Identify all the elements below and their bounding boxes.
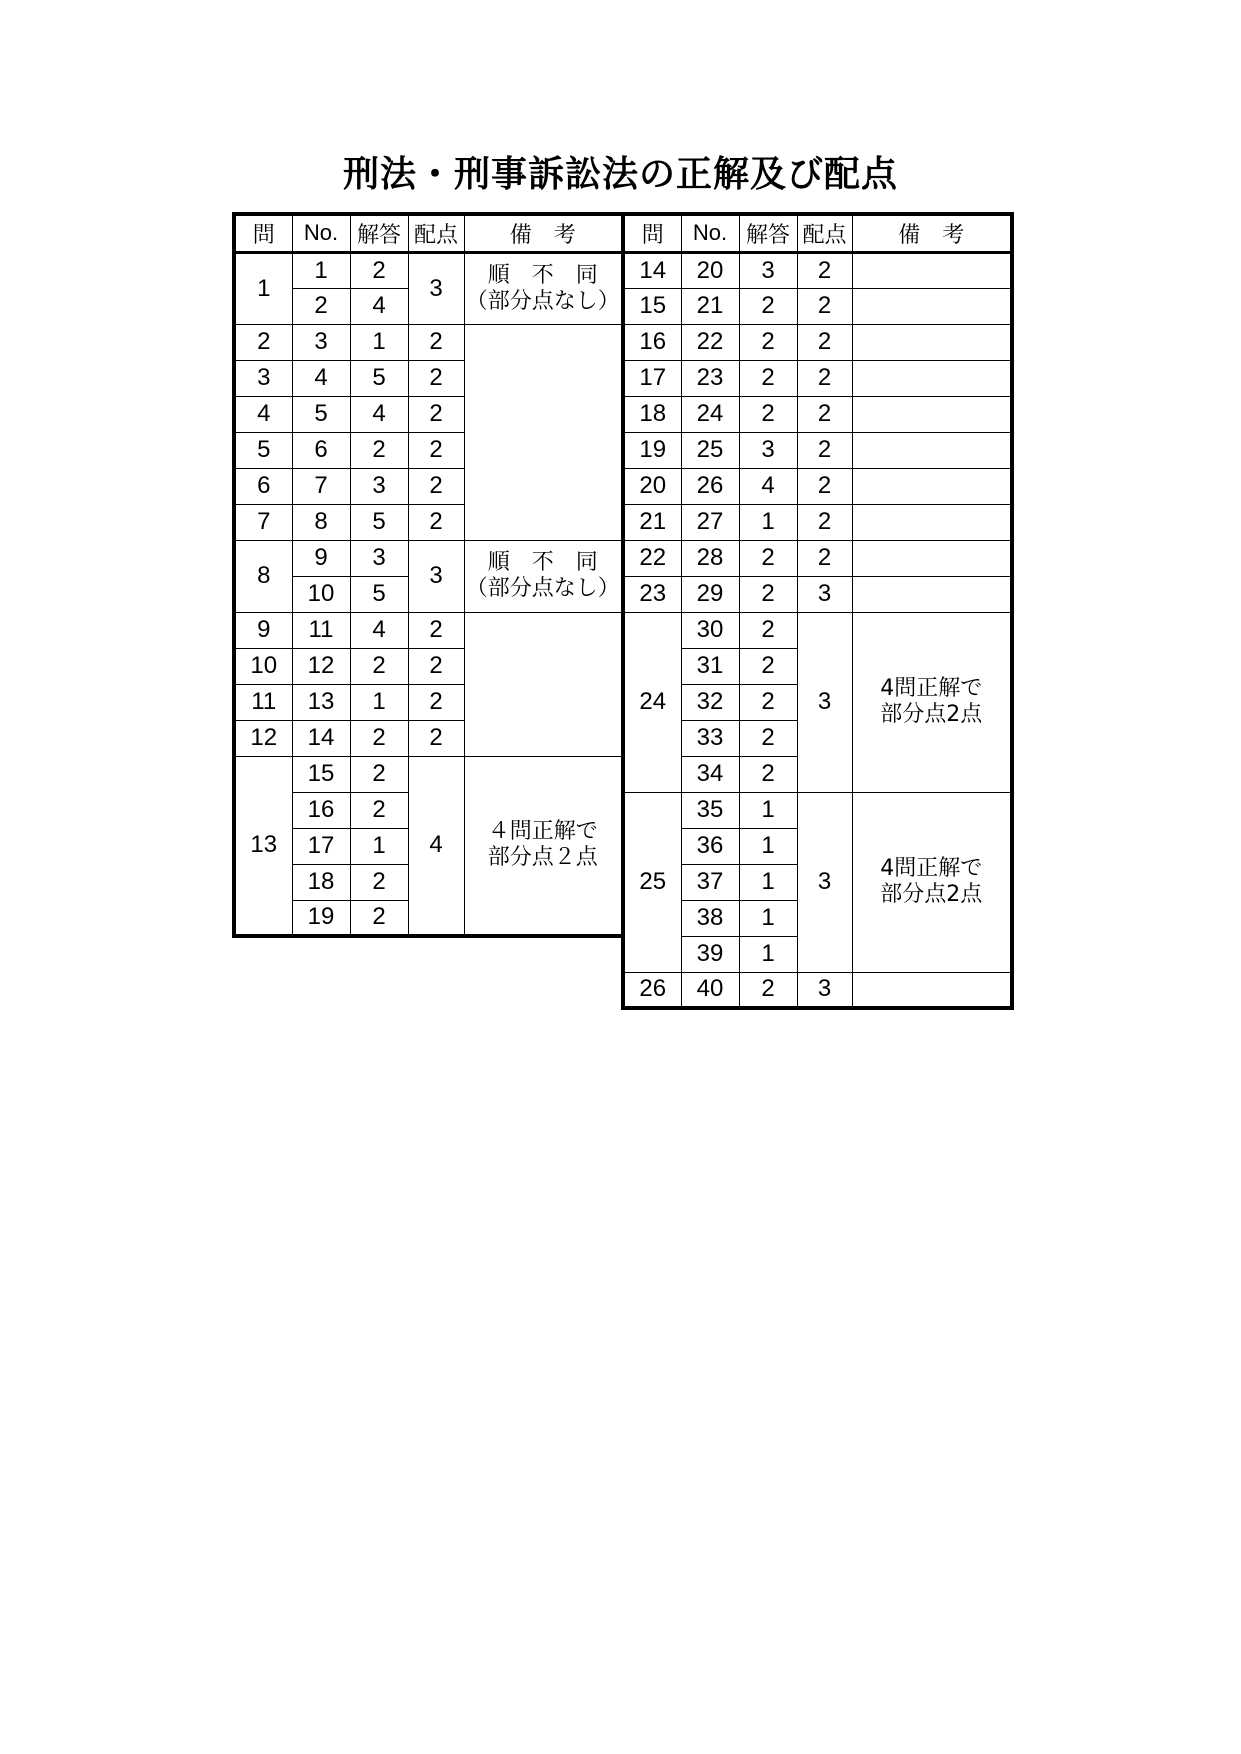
number-cell: 16 — [292, 792, 350, 828]
answer-cell: 3 — [739, 432, 797, 468]
question-cell: 12 — [234, 720, 292, 756]
answer-cell: 4 — [350, 396, 408, 432]
table-row — [234, 432, 623, 468]
answer-cell: 2 — [739, 972, 797, 1008]
answer-cell: 2 — [350, 648, 408, 684]
question-cell: 10 — [234, 648, 292, 684]
points-cell: 2 — [797, 396, 852, 432]
points-cell: 3 — [797, 576, 852, 612]
remarks-cell — [852, 540, 1012, 576]
table-row — [623, 324, 1012, 360]
remarks-line: 4問正解で — [880, 676, 983, 701]
remarks-cell — [852, 360, 1012, 396]
table-row — [234, 684, 623, 720]
number-cell: 29 — [681, 576, 739, 612]
table-row — [623, 576, 1012, 612]
header-remarks: 備 考 — [852, 214, 1012, 252]
question-cell: 25 — [623, 792, 681, 972]
table-row — [234, 720, 623, 756]
number-cell: 5 — [292, 396, 350, 432]
remarks-line: 順 不 同 — [487, 550, 598, 575]
answer-cell: 2 — [739, 648, 797, 684]
table-row — [234, 648, 623, 684]
points-cell: 4 — [408, 756, 464, 936]
question-cell: 26 — [623, 972, 681, 1008]
points-cell: 3 — [797, 972, 852, 1008]
number-cell: 23 — [681, 360, 739, 396]
rows-left — [234, 252, 623, 936]
answer-cell: 2 — [739, 756, 797, 792]
number-cell: 1 — [292, 252, 350, 288]
number-cell: 21 — [681, 288, 739, 324]
table-row — [623, 612, 1012, 648]
answer-cell: 2 — [739, 612, 797, 648]
header-answer: 解答 — [739, 214, 797, 252]
number-cell: 22 — [681, 324, 739, 360]
question-cell: 13 — [234, 756, 292, 936]
points-cell: 2 — [408, 612, 464, 648]
question-cell: 14 — [623, 252, 681, 288]
points-cell: 2 — [408, 468, 464, 504]
answer-cell: 1 — [350, 324, 408, 360]
answer-cell: 4 — [350, 288, 408, 324]
table-row — [623, 972, 1012, 1008]
table-row — [623, 540, 1012, 576]
number-cell: 32 — [681, 684, 739, 720]
answer-cell: 2 — [350, 864, 408, 900]
answer-cell: 2 — [739, 720, 797, 756]
rows-right — [623, 252, 1012, 1008]
header-row — [623, 214, 1012, 252]
remarks-cell — [464, 540, 623, 612]
table-row — [623, 792, 1012, 828]
points-cell: 2 — [408, 360, 464, 396]
number-cell: 24 — [681, 396, 739, 432]
number-cell: 12 — [292, 648, 350, 684]
table-row — [234, 360, 623, 396]
answer-cell: 2 — [739, 360, 797, 396]
points-cell: 3 — [408, 252, 464, 324]
remarks-cell — [852, 972, 1012, 1008]
answer-cell: 3 — [739, 252, 797, 288]
answer-cell: 2 — [739, 576, 797, 612]
number-cell: 40 — [681, 972, 739, 1008]
answer-cell: 1 — [739, 504, 797, 540]
answer-cell: 1 — [739, 792, 797, 828]
question-cell: 2 — [234, 324, 292, 360]
table-row — [623, 396, 1012, 432]
points-cell: 2 — [797, 252, 852, 288]
remarks-cell — [852, 396, 1012, 432]
answer-table-left — [232, 212, 625, 938]
answer-cell: 2 — [350, 720, 408, 756]
remarks-line: 4問正解で — [880, 856, 983, 881]
question-cell: 21 — [623, 504, 681, 540]
points-cell: 2 — [797, 540, 852, 576]
answer-cell: 5 — [350, 360, 408, 396]
table-row — [234, 504, 623, 540]
question-cell: 15 — [623, 288, 681, 324]
number-cell: 6 — [292, 432, 350, 468]
points-cell: 2 — [408, 648, 464, 684]
number-cell: 2 — [292, 288, 350, 324]
points-cell: 2 — [797, 468, 852, 504]
answer-cell: 2 — [739, 288, 797, 324]
question-cell: 7 — [234, 504, 292, 540]
question-cell: 5 — [234, 432, 292, 468]
answer-cell: 2 — [350, 432, 408, 468]
question-cell: 6 — [234, 468, 292, 504]
number-cell: 8 — [292, 504, 350, 540]
question-cell: 18 — [623, 396, 681, 432]
number-cell: 35 — [681, 792, 739, 828]
number-cell: 30 — [681, 612, 739, 648]
answer-cell: 1 — [739, 828, 797, 864]
remarks-line: 部分点2点 — [880, 702, 983, 727]
header-row — [234, 214, 623, 252]
answer-cell: 2 — [350, 252, 408, 288]
number-cell: 19 — [292, 900, 350, 936]
answer-cell: 3 — [350, 540, 408, 576]
answer-cell: 5 — [350, 576, 408, 612]
answer-cell: 3 — [350, 468, 408, 504]
number-cell: 18 — [292, 864, 350, 900]
remarks-line: 部分点2点 — [880, 882, 983, 907]
question-cell: 11 — [234, 684, 292, 720]
answer-cell: 4 — [350, 612, 408, 648]
points-cell: 3 — [797, 612, 852, 792]
question-cell: 1 — [234, 252, 292, 324]
points-cell: 2 — [797, 288, 852, 324]
points-cell: 2 — [408, 324, 464, 360]
page-title: 刑法・刑事訴訟法の正解及び配点 — [342, 154, 898, 195]
remarks-line: 順 不 同 — [487, 262, 598, 288]
number-cell: 38 — [681, 900, 739, 936]
number-cell: 31 — [681, 648, 739, 684]
number-cell: 11 — [292, 612, 350, 648]
number-cell: 33 — [681, 720, 739, 756]
number-cell: 3 — [292, 324, 350, 360]
number-cell: 34 — [681, 756, 739, 792]
points-cell: 2 — [797, 504, 852, 540]
number-cell: 13 — [292, 684, 350, 720]
answer-cell: 2 — [350, 756, 408, 792]
remarks-cell — [852, 432, 1012, 468]
table-row — [623, 432, 1012, 468]
points-cell: 3 — [408, 540, 464, 612]
remarks-line: ４問正解で — [487, 819, 598, 845]
remarks-cell — [852, 612, 1012, 792]
remarks-cell — [852, 792, 1012, 972]
question-cell: 19 — [623, 432, 681, 468]
table-row — [623, 360, 1012, 396]
number-cell: 36 — [681, 828, 739, 864]
question-cell: 4 — [234, 396, 292, 432]
points-cell: 2 — [408, 396, 464, 432]
table-row — [234, 756, 623, 792]
question-cell: 23 — [623, 576, 681, 612]
number-cell: 4 — [292, 360, 350, 396]
header-question: 問 — [623, 214, 681, 252]
remarks-cell — [852, 468, 1012, 504]
table-row — [623, 468, 1012, 504]
table-row — [623, 504, 1012, 540]
number-cell: 17 — [292, 828, 350, 864]
number-cell: 7 — [292, 468, 350, 504]
points-cell: 2 — [408, 504, 464, 540]
header-answer: 解答 — [350, 214, 408, 252]
points-cell: 2 — [408, 720, 464, 756]
table-row — [623, 288, 1012, 324]
answer-table-right — [621, 212, 1014, 1010]
answer-cell: 2 — [739, 396, 797, 432]
points-cell: 2 — [408, 684, 464, 720]
table-row — [234, 396, 623, 432]
question-cell: 22 — [623, 540, 681, 576]
number-cell: 20 — [681, 252, 739, 288]
table-row — [234, 252, 623, 288]
points-cell: 3 — [797, 792, 852, 972]
number-cell: 26 — [681, 468, 739, 504]
remarks-cell — [852, 252, 1012, 288]
header-points: 配点 — [408, 214, 464, 252]
number-cell: 37 — [681, 864, 739, 900]
header-question: 問 — [234, 214, 292, 252]
number-cell: 27 — [681, 504, 739, 540]
remarks-cell — [852, 324, 1012, 360]
remarks-line: （部分点なし） — [465, 288, 620, 314]
points-cell: 2 — [797, 432, 852, 468]
answer-cell: 2 — [739, 540, 797, 576]
answer-cell: 1 — [350, 684, 408, 720]
remarks-cell — [852, 504, 1012, 540]
question-cell: 3 — [234, 360, 292, 396]
table-row — [623, 252, 1012, 288]
number-cell: 14 — [292, 720, 350, 756]
table-row — [234, 324, 623, 360]
remarks-cell — [852, 576, 1012, 612]
answer-cell: 2 — [739, 684, 797, 720]
remarks-cell — [852, 288, 1012, 324]
number-cell: 28 — [681, 540, 739, 576]
remarks-cell — [464, 756, 623, 936]
table-row — [234, 540, 623, 576]
table-row — [234, 468, 623, 504]
answer-cell: 4 — [739, 468, 797, 504]
number-cell: 39 — [681, 936, 739, 972]
points-cell: 2 — [797, 360, 852, 396]
table-row — [234, 612, 623, 648]
answer-cell: 1 — [739, 936, 797, 972]
answer-cell: 1 — [350, 828, 408, 864]
remarks-line: 部分点２点 — [487, 845, 598, 871]
answer-cell: 1 — [739, 864, 797, 900]
question-cell: 24 — [623, 612, 681, 792]
question-cell: 9 — [234, 612, 292, 648]
number-cell: 10 — [292, 576, 350, 612]
header-points: 配点 — [797, 214, 852, 252]
number-cell: 9 — [292, 540, 350, 576]
answer-cell: 2 — [350, 900, 408, 936]
question-cell: 17 — [623, 360, 681, 396]
remarks-cell — [464, 252, 623, 324]
header-number: No. — [681, 214, 739, 252]
question-cell: 8 — [234, 540, 292, 612]
answer-cell: 2 — [350, 792, 408, 828]
points-cell: 2 — [797, 324, 852, 360]
answer-cell: 5 — [350, 504, 408, 540]
question-cell: 16 — [623, 324, 681, 360]
answer-cell: 2 — [739, 324, 797, 360]
question-cell: 20 — [623, 468, 681, 504]
remarks-line: （部分点なし） — [465, 576, 620, 601]
answer-cell: 1 — [739, 900, 797, 936]
number-cell: 15 — [292, 756, 350, 792]
header-remarks: 備 考 — [464, 214, 623, 252]
number-cell: 25 — [681, 432, 739, 468]
points-cell: 2 — [408, 432, 464, 468]
header-number: No. — [292, 214, 350, 252]
